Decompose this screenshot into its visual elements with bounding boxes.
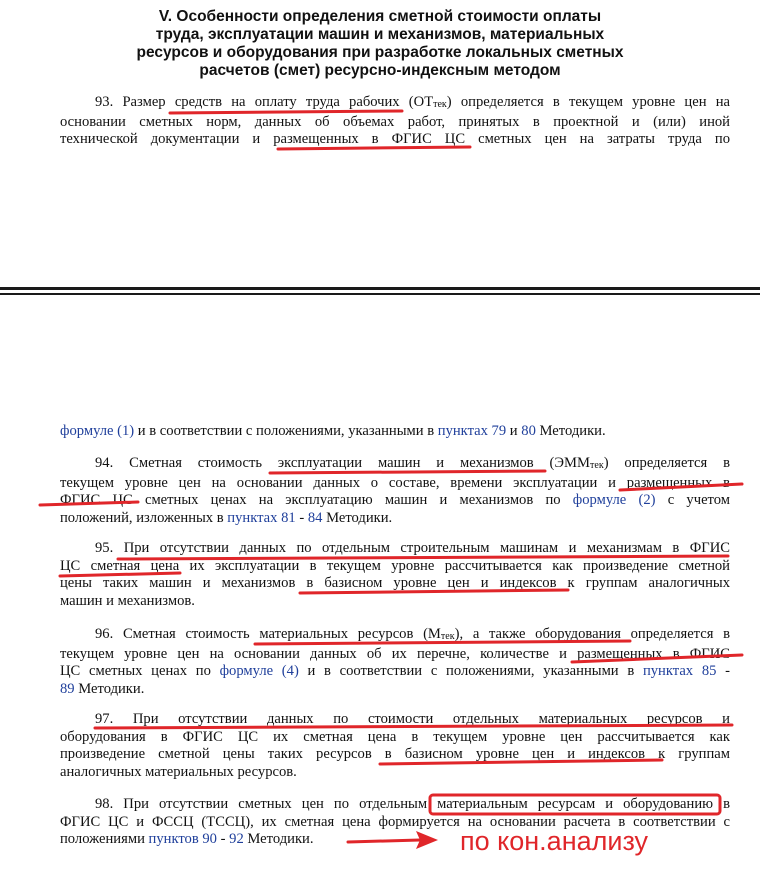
link-item-80[interactable]: 80: [521, 423, 536, 439]
title-line: ресурсов и оборудования при разработке локальных сметных: [136, 44, 624, 61]
p95-highlight-absence: При отсутствии данных по отдельным строительным машинам и механизмам в ФГИС: [123, 540, 730, 556]
p94-line3: [60, 492, 730, 510]
paragraph-93: [60, 94, 730, 149]
p94-text: текущем уровне цен на основании данных о составе, времени эксплуатации и: [60, 474, 627, 491]
p96-text: Методики.: [74, 680, 145, 697]
p94-subscript: тек: [590, 460, 604, 471]
p98-text: в: [713, 796, 730, 812]
paragraph-94: [60, 455, 730, 527]
link-items-90[interactable]: пунктов 90: [148, 831, 217, 847]
p94-text: (ЭММ: [533, 455, 591, 471]
p93-line2: основании сметных норм, данных об объемах работ, принятых в проектной и (или) иной: [60, 113, 730, 130]
p94-text: Методики.: [322, 509, 393, 526]
p93-line3: [60, 131, 730, 149]
p96-text: (М: [413, 626, 441, 642]
link-items-85[interactable]: пунктах 85: [642, 663, 717, 679]
p95-text: цены таких машин и механизмов: [60, 575, 307, 591]
p94-line1: [60, 455, 730, 475]
p98-text: Методики.: [243, 831, 314, 847]
link-formula-1[interactable]: формуле (1): [60, 423, 135, 439]
p96-highlight-materials: материальных ресурсов: [259, 626, 414, 642]
p93-text: ) определяется в текущем уровне цен на: [446, 94, 730, 110]
p93cont-text: и в соответствии с положениями, указанными в: [134, 423, 438, 439]
p97-line3: [60, 746, 730, 764]
p95-line1: [60, 540, 730, 558]
p95-text: к группам аналогичных: [556, 575, 731, 591]
p96-text: ЦС сметных ценах по: [60, 663, 220, 679]
link-items-81[interactable]: пунктах 81: [227, 509, 296, 526]
paragraph-97: [60, 711, 730, 781]
p96-highlight-equipment: а также оборудования: [472, 626, 621, 642]
p97-text: 97.: [95, 711, 133, 727]
paragraph-96: [60, 626, 730, 698]
p97-line1: [60, 711, 730, 729]
p93-line1: [60, 94, 730, 114]
p96-text: определяется в: [620, 626, 731, 642]
p97-text: произведение сметной цены таких ресурсов: [60, 746, 385, 762]
p93-text: 93. Размер: [95, 94, 175, 110]
p94-text: с учетом: [655, 492, 730, 508]
section-title: [60, 8, 700, 80]
title-line: труда, эксплуатации машин и механизмов, материальных: [155, 26, 605, 43]
link-item-89[interactable]: 89: [60, 680, 75, 697]
paragraph-93-continued: [60, 423, 730, 441]
p93-highlight-fgis: размещенных в ФГИС ЦС: [273, 131, 466, 147]
p96-text: 96. Сметная стоимость: [95, 626, 260, 642]
p95-text: 95.: [95, 540, 124, 556]
p97-highlight-base-level: в базисном уровне цен и индексов: [384, 746, 646, 762]
p95-line2: [60, 558, 730, 576]
link-item-92[interactable]: 92: [229, 831, 244, 847]
p98-line2: ФГИС ЦС и ФССЦ (ТССЦ), их сметная цена формируется на основании расчета в соответствии с: [60, 813, 730, 830]
p98-text: 98. При отсутствии сметных цен по отдельным: [95, 796, 438, 812]
p96-subscript: тек: [440, 631, 455, 642]
p96-highlight-fgis: размещенных в ФГИС: [577, 645, 730, 662]
p94-text: положений, изложенных в: [60, 509, 228, 526]
link-formula-2[interactable]: формуле (2): [572, 492, 656, 508]
p94-dash: -: [295, 509, 308, 526]
p98-dash: -: [216, 831, 230, 847]
p97-line2: оборудования в ФГИС ЦС их сметная цена в текущем уровне цен рассчитывается как: [60, 728, 730, 745]
p93-text: (ОТ: [399, 94, 434, 110]
p95-highlight-estimate-price: ЦС сметная цена: [60, 557, 180, 574]
link-formula-4[interactable]: формуле (4): [219, 663, 299, 679]
p94-line2: [60, 475, 730, 493]
p93cont-line: [60, 423, 730, 441]
link-items-79[interactable]: пунктах 79: [437, 423, 507, 439]
p96-line1: [60, 626, 730, 646]
p93-highlight-labor-costs: средств на оплату труда рабочих: [174, 94, 400, 110]
p94-highlight-machines: эксплуатации машин и механизмов: [277, 455, 534, 471]
p98-highlight-materials-equipment: материальным ресурсам и оборудованию: [437, 796, 714, 812]
link-item-84[interactable]: 84: [307, 509, 323, 526]
p96-line4: [60, 681, 730, 699]
page-break-divider: [0, 287, 760, 299]
p96-line3: [60, 663, 730, 681]
p93cont-text: Методики.: [535, 423, 606, 439]
p96-dash: -: [716, 663, 730, 679]
p93-text: технической документации и: [60, 131, 274, 147]
p93-subscript: тек: [433, 99, 447, 110]
p95-line3: [60, 575, 730, 593]
paragraph-95: [60, 540, 730, 610]
title-line: расчетов (смет) ресурсно-индексным методом: [199, 62, 561, 79]
p96-line2: [60, 646, 730, 664]
handwritten-note: по кон.анализу: [460, 826, 649, 856]
p97-highlight-absence: При отсутствии данных по стоимости отдельных материальных ресурсов и: [132, 711, 730, 727]
p95-highlight-base-level: в базисном уровне цен и индексов: [306, 575, 557, 591]
p94-highlight-posted: размещенных в: [626, 474, 730, 491]
p93-text: сметных цен на затраты труда по: [465, 131, 730, 147]
title-line: V. Особенности определения сметной стоимости оплаты: [158, 8, 602, 25]
p97-line4: аналогичных материальных ресурсов.: [60, 763, 297, 780]
p95-line4: машин и механизмов.: [60, 592, 195, 609]
p96-text: ),: [454, 626, 473, 642]
p98-text: положениями: [60, 831, 149, 847]
p95-text: их эксплуатации в текущем уровне рассчитывается как произведение сметной: [179, 557, 730, 574]
p96-text: и в соответствии с положениями, указанными в: [298, 663, 643, 679]
p94-highlight-fgis: ФГИС ЦС: [60, 492, 133, 508]
p98-line1: [60, 796, 730, 814]
p93cont-text: и: [506, 423, 522, 439]
p94-line4: [60, 510, 730, 528]
p94-text: сметных ценах на эксплуатацию машин и механизмов по: [132, 492, 573, 508]
p97-text: к группам: [645, 746, 731, 762]
p96-text: текущем уровне цен на основании данных об их перечне, количестве и: [60, 645, 578, 662]
p94-text: 94. Сметная стоимость: [95, 455, 278, 471]
p94-text: ) определяется в: [603, 455, 730, 471]
